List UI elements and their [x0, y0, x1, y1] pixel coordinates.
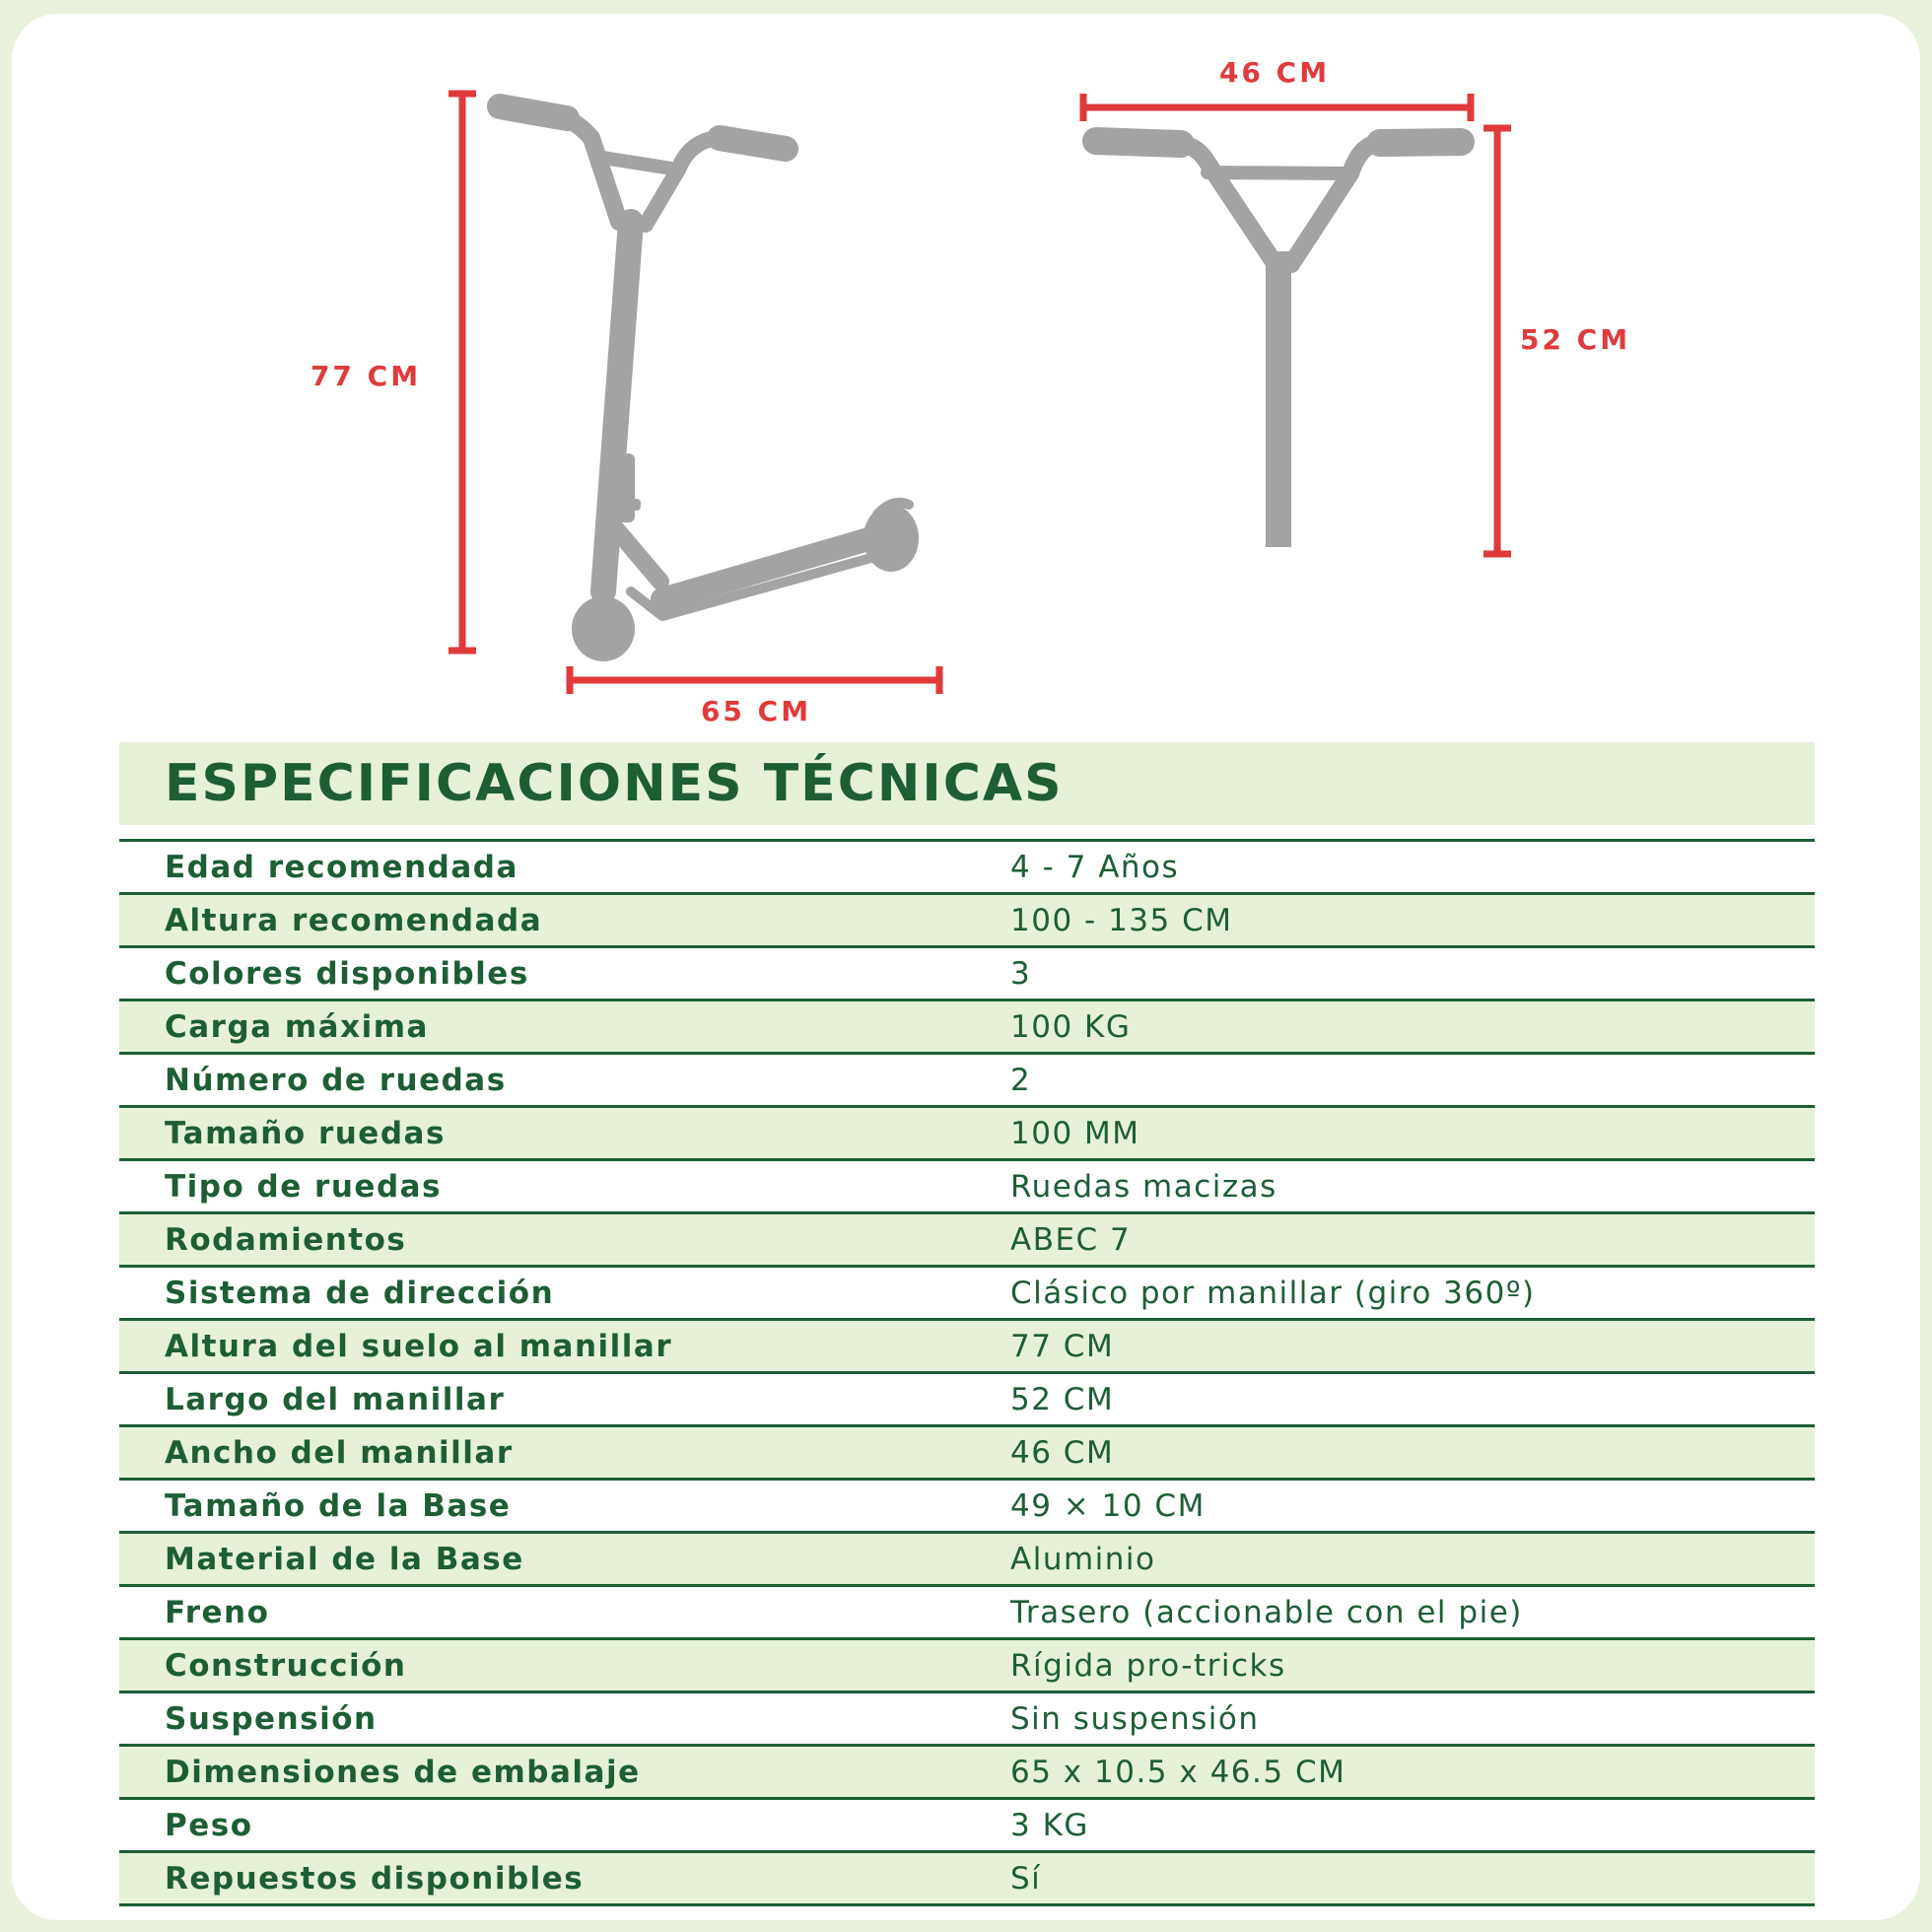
spec-value: 49 × 10 CM — [1010, 1487, 1206, 1524]
spec-label: Sistema de dirección — [165, 1275, 555, 1311]
spec-label: Tamaño de la Base — [165, 1487, 512, 1524]
spec-value: 100 KG — [1010, 1008, 1132, 1045]
specs-section — [119, 742, 1815, 1906]
handlebar-stem — [1266, 251, 1291, 547]
spec-row — [119, 1321, 1815, 1374]
spec-row — [119, 842, 1815, 895]
spec-row — [119, 1001, 1815, 1055]
spec-value: 46 CM — [1010, 1434, 1115, 1471]
spec-row — [119, 1481, 1815, 1534]
spec-label: Carga máxima — [165, 1008, 429, 1045]
scooter-side-illustration — [500, 106, 909, 616]
height-dimension-label: 77 CM — [310, 360, 422, 392]
spec-row — [119, 1374, 1815, 1427]
spec-value: 100 - 135 CM — [1010, 902, 1233, 938]
spec-label: Dimensiones de embalaje — [165, 1754, 641, 1790]
spec-label: Tipo de ruedas — [165, 1168, 443, 1205]
spec-row — [119, 1800, 1815, 1853]
spec-label: Rodamientos — [165, 1221, 407, 1258]
spec-label: Repuestos disponibles — [165, 1860, 585, 1897]
bar-width-dimension-label: 46 CM — [1218, 56, 1331, 89]
spec-row — [119, 1214, 1815, 1268]
spec-value: Rígida pro-tricks — [1010, 1647, 1286, 1684]
spec-value: 100 MM — [1010, 1115, 1140, 1151]
spec-row — [119, 1853, 1815, 1906]
spec-row — [119, 1587, 1815, 1640]
spec-value: 4 - 7 Años — [1010, 849, 1180, 885]
spec-label: Ancho del manillar — [165, 1434, 514, 1471]
spec-label: Freno — [165, 1594, 270, 1630]
spec-value: Sí — [1010, 1860, 1042, 1897]
bar-height-dimension-label: 52 CM — [1519, 323, 1631, 356]
spec-row — [119, 1693, 1815, 1747]
spec-value: 3 KG — [1010, 1807, 1089, 1843]
specs-table — [119, 839, 1815, 1906]
spec-label: Altura del suelo al manillar — [165, 1328, 673, 1364]
handlebar-front-illustration — [1096, 141, 1461, 266]
spec-label: Número de ruedas — [165, 1062, 507, 1098]
spec-value: 65 x 10.5 x 46.5 CM — [1010, 1754, 1346, 1790]
spec-label: Tamaño ruedas — [165, 1115, 446, 1151]
spec-label: Construcción — [165, 1647, 407, 1684]
spec-row — [119, 1427, 1815, 1481]
spec-row — [119, 1640, 1815, 1693]
spec-label: Suspensión — [165, 1700, 378, 1737]
spec-value: 52 CM — [1010, 1381, 1115, 1417]
spec-value: 3 — [1010, 955, 1032, 992]
spec-value: 2 — [1010, 1062, 1032, 1098]
spec-value: Clásico por manillar (giro 360º) — [1010, 1275, 1536, 1311]
spec-value: Ruedas macizas — [1010, 1168, 1277, 1205]
dimension-diagram — [0, 0, 1932, 749]
spec-label: Largo del manillar — [165, 1381, 506, 1417]
spec-row — [119, 1747, 1815, 1800]
spec-label: Peso — [165, 1807, 253, 1843]
spec-row — [119, 1108, 1815, 1161]
spec-value: Aluminio — [1010, 1541, 1156, 1577]
spec-label: Colores disponibles — [165, 955, 529, 992]
spec-row — [119, 895, 1815, 948]
spec-row — [119, 1268, 1815, 1321]
spec-row — [119, 948, 1815, 1001]
spec-row — [119, 1534, 1815, 1587]
spec-row — [119, 1055, 1815, 1108]
spec-row — [119, 1161, 1815, 1214]
specs-title-band — [119, 742, 1815, 825]
spec-label: Edad recomendada — [165, 849, 518, 885]
spec-value: 77 CM — [1010, 1328, 1115, 1364]
spec-value: Sin suspensión — [1010, 1700, 1260, 1737]
length-dimension-label: 65 CM — [700, 695, 812, 727]
spec-label: Material de la Base — [165, 1541, 524, 1577]
spec-value: Trasero (accionable con el pie) — [1010, 1594, 1523, 1630]
specs-title: ESPECIFICACIONES TÉCNICAS — [165, 754, 1064, 813]
spec-label: Altura recomendada — [165, 902, 543, 938]
spec-value: ABEC 7 — [1010, 1221, 1132, 1258]
